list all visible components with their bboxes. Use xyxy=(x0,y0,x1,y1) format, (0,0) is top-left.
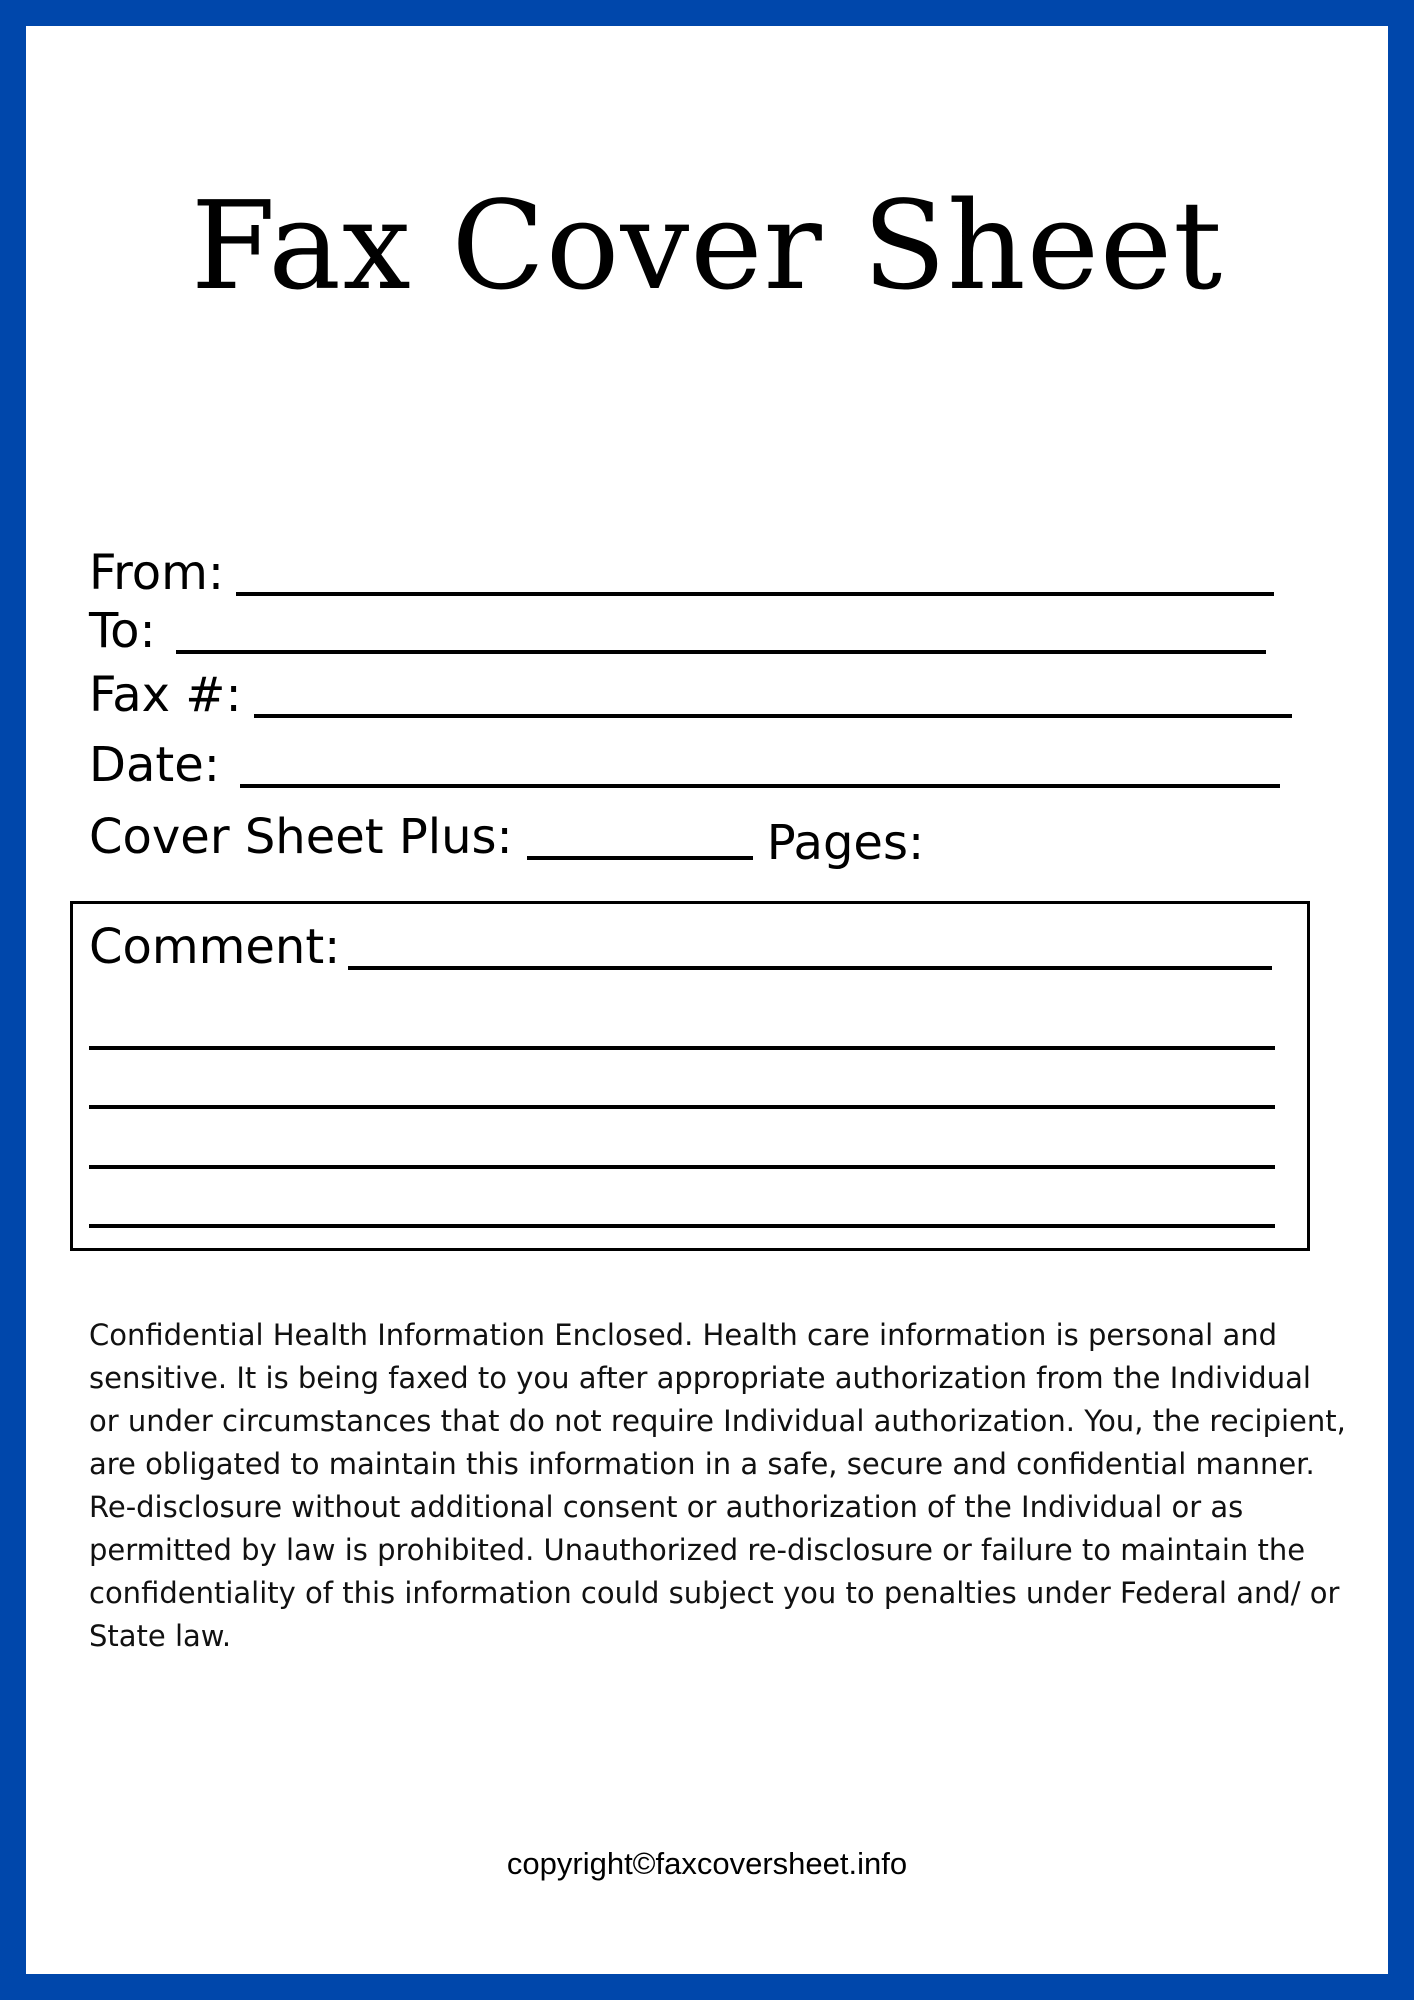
comment-label: Comment: xyxy=(89,919,341,975)
fax-number-label: Fax #: xyxy=(89,667,242,723)
cover-sheet-plus-label: Cover Sheet Plus: xyxy=(89,809,513,865)
to-field xyxy=(89,604,1266,658)
comment-input-line-3[interactable] xyxy=(89,1105,1275,1109)
from-input-line[interactable] xyxy=(236,592,1274,596)
comment-input-line-1[interactable] xyxy=(348,966,1272,970)
to-label: To: xyxy=(89,603,156,659)
cover-sheet-plus-input-line[interactable] xyxy=(527,856,753,860)
cover-sheet-plus-field xyxy=(89,809,925,871)
from-label: From: xyxy=(89,545,225,601)
comment-input-line-4[interactable] xyxy=(89,1165,1275,1169)
fax-number-input-line[interactable] xyxy=(254,714,1292,718)
confidentiality-disclaimer: Confidential Health Information Enclosed. Health care information is personal and sensitive. It is being faxed to you after appropriate authorization from the Individual or under circumstances that do not require Individual authorization. You, the recipient, are obligated to maintain this information in a safe, secure and confidential manner. Re-disclosure without additional consent or authorization of the Individual or as permitted by law is prohibited. Unauthorized re-disclosure or failure to maintain the confidentiality of this information could subject you to penalties under Federal and/ or State law. xyxy=(89,1318,1346,1653)
page-title: Fax Cover Sheet xyxy=(190,175,1224,317)
comment-input-line-2[interactable] xyxy=(89,1046,1275,1050)
to-input-line[interactable] xyxy=(176,650,1266,654)
from-field xyxy=(89,546,1274,600)
fax-cover-sheet xyxy=(26,26,1388,1974)
date-field xyxy=(89,738,1280,792)
date-label: Date: xyxy=(89,737,220,793)
pages-label: Pages: xyxy=(766,815,925,871)
comment-field xyxy=(89,920,1272,974)
fax-number-field xyxy=(89,668,1292,722)
copyright-notice: copyright©faxcoversheet.info xyxy=(506,1846,908,1881)
comment-input-line-5[interactable] xyxy=(89,1224,1275,1228)
date-input-line[interactable] xyxy=(240,784,1280,788)
